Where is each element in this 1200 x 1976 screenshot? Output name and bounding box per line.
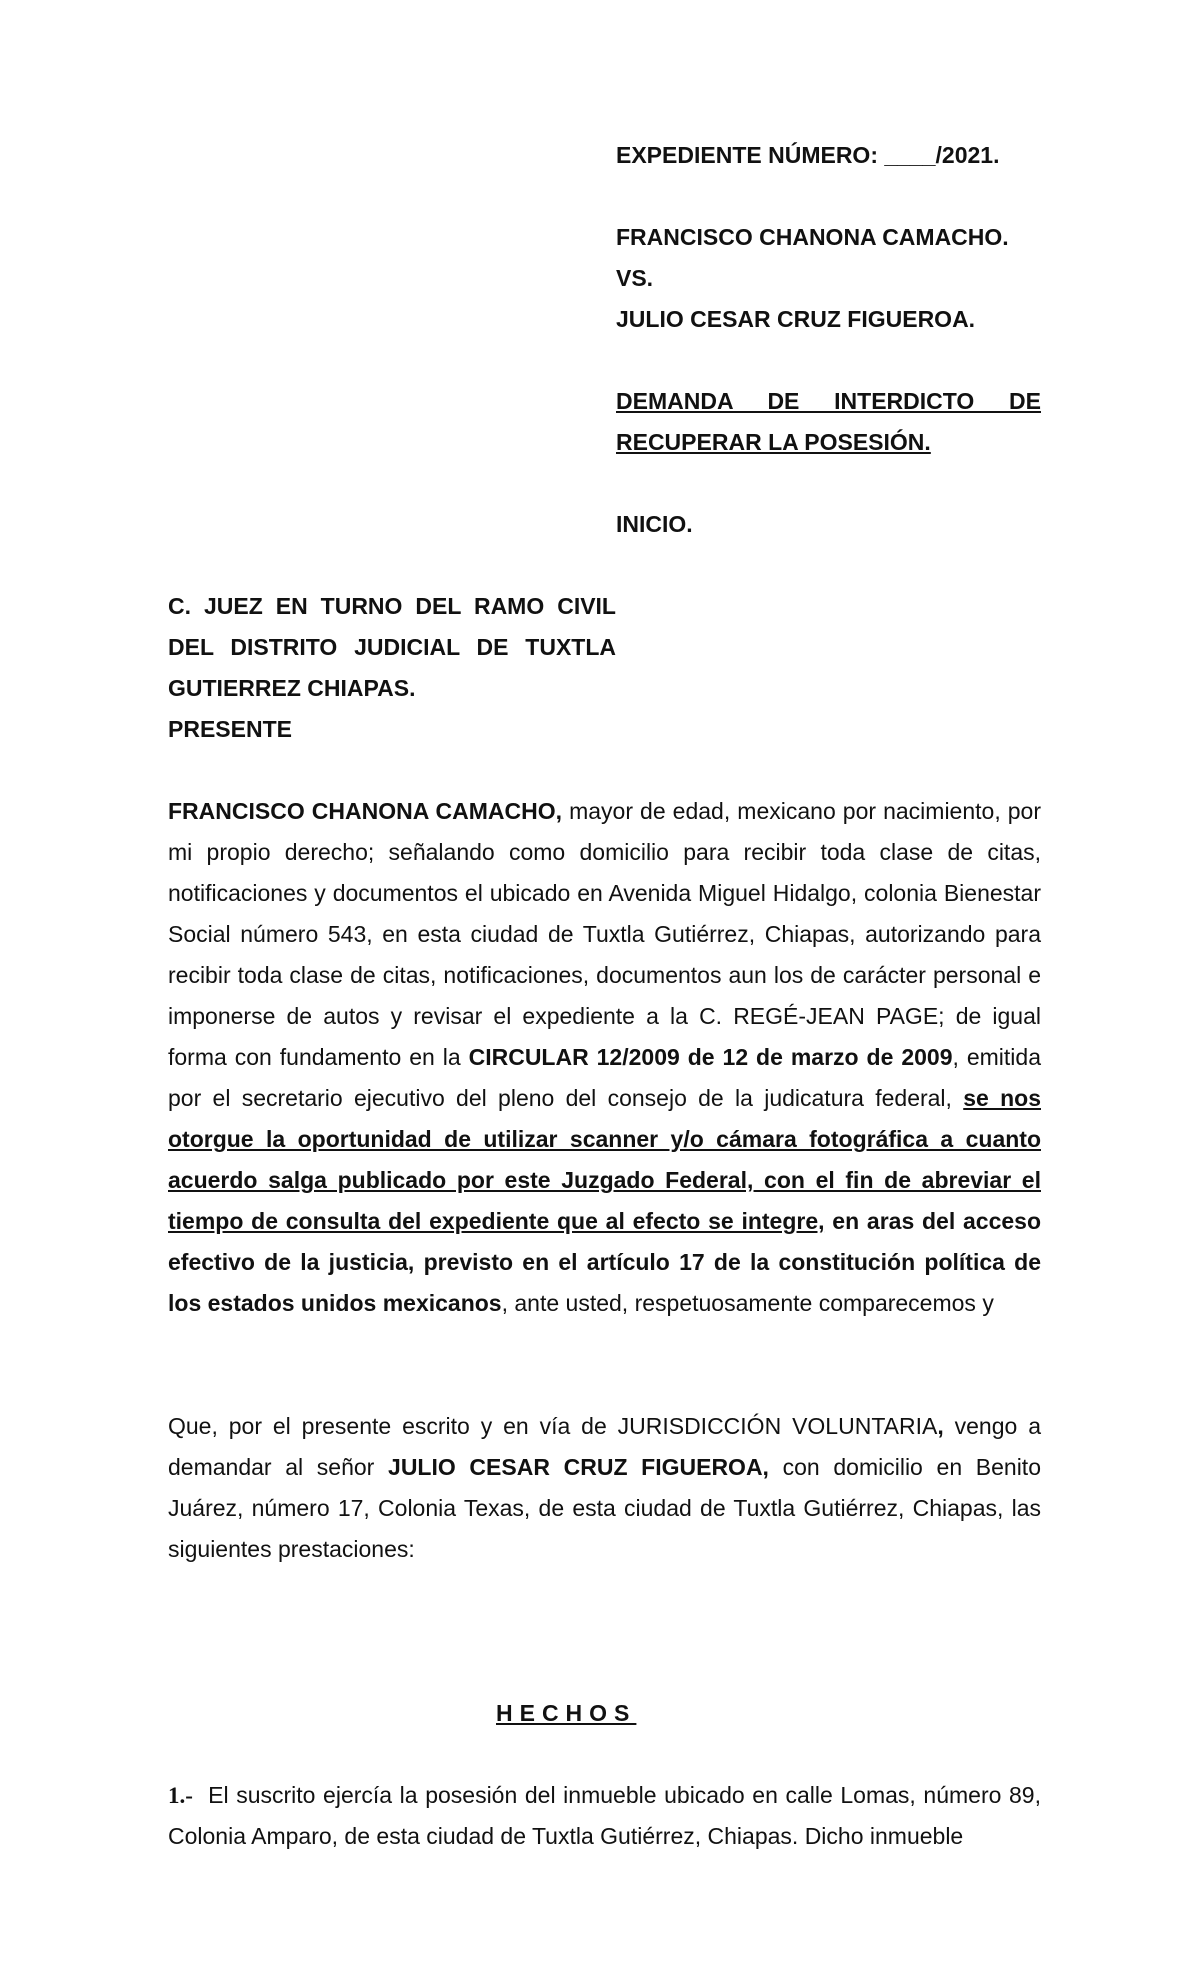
intro-paragraph — [168, 791, 1041, 1324]
versus-label: VS. — [616, 265, 654, 291]
fact-paragraph-1 — [168, 1775, 1048, 1857]
intro-text-c: , ante usted, respetuosamente comparecemos y — [501, 1290, 994, 1316]
fact-text: El suscrito ejercía la posesión del inmueble ubicado en calle Lomas, número 89, Colonia Amparo, de esta ciudad de Tuxtla Gutiérrez, Chiapas. Dicho inmueble — [168, 1782, 1048, 1849]
scanner-request: se nos otorgue la oportunidad de utilizar scanner y/o cámara fotográfica a cuanto acuerdo salga publicado por este Juzgado Federal, con el fin de abreviar el tiempo de consulta del expediente que al efecto se integre, — [168, 1085, 1041, 1234]
claim-text-c: con domicilio en Benito Juárez, número 17, Colonia Texas, de esta ciudad de Tuxtla Gutiérrez, Chiapas, las siguientes prestaciones: — [168, 1454, 1041, 1562]
demand-type-block — [616, 381, 1041, 463]
case-number: EXPEDIENTE NÚMERO: ____/2021. — [616, 142, 1000, 168]
claim-text-a: Que, por el presente escrito y en vía de JURISDICCIÓN VOLUNTARIA — [168, 1413, 938, 1439]
intro-text-b: , emitida por el secretario ejecutivo del pleno del consejo de la judicatura federal, — [168, 1044, 1041, 1111]
addressee-line1: C. JUEZ EN TURNO DEL RAMO CIVIL — [168, 593, 616, 619]
addressee-line4: PRESENTE — [168, 716, 292, 742]
claim-paragraph — [168, 1406, 1041, 1570]
constitution-reference: en aras del acceso efectivo de la justicia, previsto en el artículo 17 de la constitución política de los estados unidos mexicanos — [168, 1208, 1042, 1316]
case-number-block — [616, 135, 1041, 176]
claim-comma: , — [937, 1413, 944, 1439]
plaintiff-name: FRANCISCO CHANONA CAMACHO. — [616, 224, 1009, 250]
section-heading — [496, 1693, 636, 1734]
demand-type-line2: RECUPERAR LA POSESIÓN. — [616, 429, 931, 455]
circular-reference: CIRCULAR 12/2009 de 12 de marzo de 2009 — [468, 1044, 953, 1070]
defendant-name: JULIO CESAR CRUZ FIGUEROA. — [616, 306, 976, 332]
fact-number: 1.- — [168, 1783, 193, 1808]
stage-block — [616, 504, 1041, 545]
stage-label: INICIO. — [616, 511, 693, 537]
demand-type-line1: DEMANDA DE INTERDICTO DE — [616, 388, 1041, 414]
claim-text-b: vengo a demandar al señor — [168, 1413, 1041, 1480]
hechos-heading: HECHOS — [496, 1700, 637, 1726]
parties-block — [616, 217, 1041, 340]
intro-text-a: mayor de edad, mexicano por nacimiento, por mi propio derecho; señalando como domicilio para recibir toda clase de citas, notificaciones y documentos el ubicado en Avenida Miguel Hidalgo, colonia Bienestar Social número 543, en esta ciudad de Tuxtla Gutiérrez, Chiapas, autorizando para recibir toda clase de citas, notificaciones, documentos aun los de carácter personal e imponerse de autos y revisar el expediente a la C. REGÉ-JEAN PAGE; de igual forma con fundamento en la — [168, 798, 1042, 1070]
plaintiff-name-inline: FRANCISCO CHANONA CAMACHO, — [168, 798, 563, 824]
defendant-name-inline: JULIO CESAR CRUZ FIGUEROA, — [388, 1454, 769, 1480]
addressee-line3: GUTIERREZ CHIAPAS. — [168, 675, 416, 701]
addressee-line2: DEL DISTRITO JUDICIAL DE TUXTLA — [168, 634, 616, 660]
addressee-block — [168, 586, 616, 750]
